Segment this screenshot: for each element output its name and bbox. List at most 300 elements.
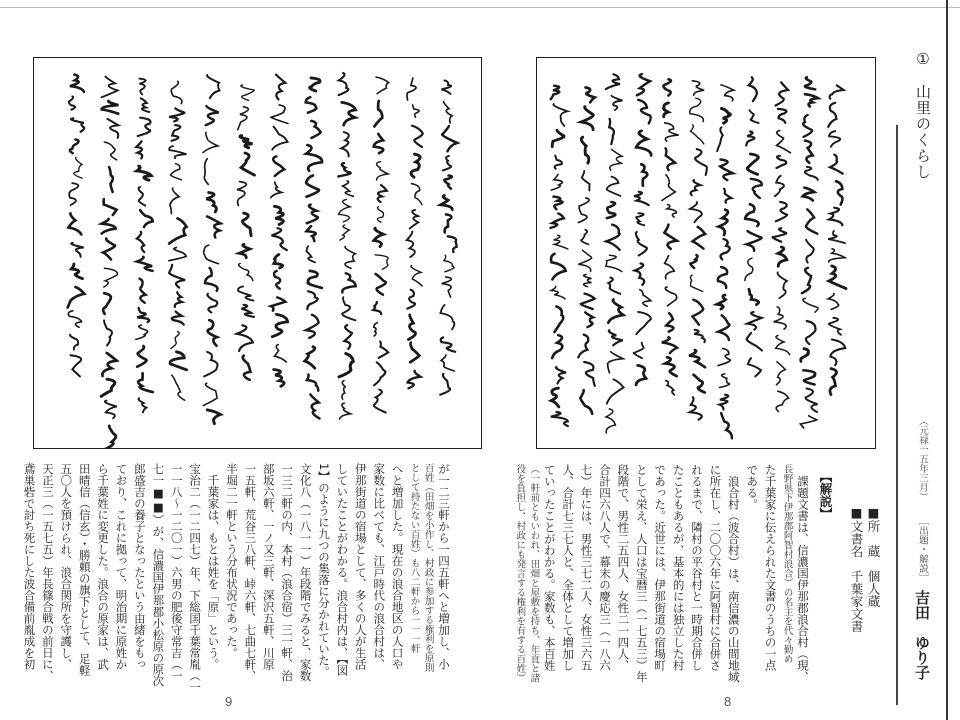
brush-stroke [169, 108, 184, 121]
brush-stroke [307, 205, 318, 224]
text-column: 浪合村（波合村）は、南信濃の山間地域 [726, 464, 741, 683]
brush-stroke [306, 145, 322, 171]
brush-stroke [376, 274, 386, 295]
brush-stroke [272, 314, 287, 336]
brush-stroke [721, 413, 732, 438]
text-column: ら千葉姓に変更した。浪合の原家は、武 [96, 463, 111, 670]
brush-stroke [139, 79, 145, 95]
brush-stroke [70, 140, 79, 154]
brush-stroke [172, 312, 184, 325]
brush-stroke [607, 177, 621, 196]
brush-stroke [692, 81, 704, 95]
brush-stroke [411, 154, 420, 177]
text-column: 千葉家は、もとは姓を「原」という。 [206, 463, 221, 670]
brush-stroke [138, 373, 153, 392]
section-number: ① [914, 50, 932, 68]
brush-stroke [170, 188, 179, 214]
brush-stroke [585, 312, 593, 327]
brush-stroke [307, 246, 316, 262]
text-column: 家数に比べても、江戸時代の浪合村は、 [372, 463, 387, 670]
brush-stroke [101, 77, 117, 98]
brush-stroke [169, 248, 186, 261]
brush-stroke [441, 337, 455, 351]
brush-stroke [775, 176, 784, 197]
brush-stroke [692, 300, 703, 325]
brush-stroke [636, 131, 651, 156]
brush-stroke [554, 235, 568, 249]
brush-stroke [74, 157, 82, 178]
brush-stroke [374, 134, 384, 153]
brush-stroke [662, 337, 677, 353]
brush-stroke [207, 410, 220, 424]
brush-stroke [340, 403, 351, 419]
brush-stroke [806, 240, 814, 263]
brush-stroke [830, 155, 843, 174]
brush-stroke [774, 307, 787, 329]
text-column: が一二三軒から一四五軒へと増加し、小 [437, 463, 451, 670]
brush-stroke [413, 105, 419, 117]
brush-stroke [239, 264, 253, 281]
brush-stroke [776, 82, 789, 105]
header-divider-rule [896, 125, 898, 705]
brush-stroke [829, 208, 842, 226]
brush-stroke [582, 171, 590, 191]
text-column: れるまで、隣村の平谷村と一時期合併し [689, 464, 704, 671]
brush-stroke [721, 85, 734, 101]
brush-stroke [412, 126, 423, 147]
brush-stroke [169, 146, 186, 158]
brush-stroke [70, 335, 78, 350]
brush-stroke [552, 335, 562, 358]
brush-stroke [612, 96, 623, 110]
right-margin-rule [946, 0, 948, 720]
brush-stroke [102, 219, 116, 234]
brush-stroke [695, 149, 707, 175]
brush-stroke [103, 293, 111, 314]
text-column: 役を負担し、村政にも発言する権利を有する百姓） [514, 464, 526, 683]
brush-stroke [407, 232, 415, 257]
brush-stroke [342, 273, 355, 292]
brush-stroke [275, 345, 287, 362]
brush-stroke [374, 323, 378, 336]
text-column: として持たない百姓）も八二軒から一一一軒 [408, 463, 420, 653]
brush-stroke [69, 96, 75, 109]
brush-stroke [104, 142, 116, 160]
author-name: 吉田 ゆり子 [913, 590, 931, 680]
brush-stroke [239, 244, 250, 257]
brush-stroke [136, 141, 142, 158]
brush-stroke [339, 354, 353, 377]
brush-stroke [342, 381, 345, 400]
brush-stroke [609, 278, 621, 294]
brush-stroke [68, 287, 85, 308]
brush-stroke [745, 258, 753, 280]
brush-stroke [307, 291, 317, 309]
text-column: として栄え、人口は宝暦三（一七五三）年 [634, 464, 649, 683]
brush-stroke [747, 312, 762, 330]
brush-stroke [306, 315, 319, 338]
brush-stroke [101, 379, 114, 396]
brush-stroke [641, 164, 647, 186]
text-column: へと増加した。現在の浪合地区の人口や [390, 463, 405, 670]
text-column: 文化八（一八一一）年段階でみると、家数 [298, 463, 313, 682]
brush-stroke [104, 199, 117, 215]
commentary-heading: 【解説】 [818, 470, 833, 520]
brush-stroke [609, 330, 623, 345]
brush-stroke [243, 356, 251, 380]
brush-stroke [554, 197, 563, 210]
brush-stroke [71, 264, 82, 279]
text-column: である。 [745, 464, 760, 510]
brush-stroke [749, 289, 759, 304]
brush-stroke [636, 365, 646, 385]
brush-stroke [803, 115, 812, 137]
manuscript-calligraphy [537, 58, 875, 448]
text-column: していたことがわかる。浪合村内は、【図 [335, 463, 350, 676]
brush-stroke [139, 187, 146, 206]
brush-stroke [272, 228, 287, 250]
brush-stroke [637, 74, 650, 95]
brush-stroke [610, 149, 622, 170]
brush-stroke [140, 279, 146, 303]
brush-stroke [175, 292, 182, 307]
brush-stroke [377, 207, 383, 222]
brush-stroke [440, 374, 450, 395]
brush-stroke [237, 325, 253, 351]
brush-stroke [305, 347, 315, 369]
brush-stroke [667, 205, 676, 218]
brush-stroke [204, 352, 217, 377]
text-column: 一五軒、荒谷三八軒、峠六軒、七曲七軒、 [243, 463, 258, 682]
brush-stroke [638, 100, 650, 124]
text-column: 合計四六八人で、幕末の慶応三（一八六 [597, 464, 612, 671]
brush-stroke [634, 343, 644, 359]
brush-stroke [107, 119, 118, 138]
brush-stroke [802, 268, 811, 293]
brush-stroke [206, 106, 219, 125]
text-column: 一三二軒の内、本村（浪合宿）三一軒、治 [280, 463, 295, 682]
brush-stroke [342, 102, 356, 125]
brush-stroke [690, 397, 702, 419]
brush-stroke [606, 255, 622, 271]
brush-stroke [666, 148, 676, 170]
brush-stroke [441, 196, 452, 210]
brush-stroke [776, 336, 790, 355]
brush-stroke [829, 266, 846, 289]
brush-stroke [551, 214, 564, 228]
brush-stroke [665, 123, 679, 141]
brush-stroke [448, 236, 457, 252]
brush-stroke [690, 98, 704, 121]
brush-stroke [773, 228, 787, 242]
brush-stroke [665, 256, 675, 279]
brush-stroke [829, 131, 840, 147]
brush-stroke [551, 388, 559, 407]
brush-stroke [207, 216, 220, 237]
brush-stroke [105, 401, 117, 419]
brush-stroke [140, 210, 153, 227]
brush-stroke [274, 271, 280, 289]
brush-stroke [805, 141, 813, 163]
brush-stroke [662, 175, 675, 201]
brush-stroke [690, 255, 697, 268]
brush-stroke [806, 389, 818, 413]
brush-stroke [689, 350, 705, 367]
brush-stroke [172, 125, 181, 141]
text-column: 天正三（一五七五）年長篠合戦の前日に、 [40, 463, 55, 682]
text-column: 部坂六軒、一ノ又三軒、深沢五軒、川原 [261, 463, 276, 670]
brush-stroke [803, 298, 818, 312]
brush-stroke [204, 159, 208, 185]
right-page-body-text [512, 464, 812, 689]
brush-stroke [718, 267, 727, 288]
brush-stroke [663, 79, 670, 95]
brush-stroke [137, 257, 153, 271]
brush-stroke [636, 312, 651, 334]
brush-stroke [606, 409, 615, 433]
brush-stroke [102, 101, 119, 114]
brush-stroke [691, 180, 701, 195]
brush-stroke [663, 103, 668, 117]
brush-stroke [271, 182, 282, 197]
brush-stroke [411, 184, 422, 205]
brush-stroke [636, 213, 644, 225]
brush-stroke [442, 277, 452, 297]
brush-stroke [777, 131, 791, 153]
brush-stroke [306, 176, 319, 197]
brush-stroke [68, 311, 81, 328]
brush-stroke [71, 243, 83, 257]
brush-stroke [172, 375, 185, 400]
brush-stroke [578, 198, 589, 223]
brush-stroke [551, 412, 568, 426]
brush-stroke [103, 426, 116, 448]
brush-stroke [69, 183, 78, 205]
brush-stroke [806, 321, 816, 344]
brush-stroke [374, 101, 382, 127]
brush-stroke [803, 370, 815, 384]
brush-stroke [828, 294, 839, 310]
brush-stroke [137, 346, 146, 367]
brush-stroke [444, 102, 453, 123]
brush-stroke [441, 355, 454, 371]
brush-stroke [378, 185, 387, 202]
left-page-body-text [20, 463, 453, 693]
brush-stroke [379, 342, 389, 358]
text-column: であった。近世には、伊那街道の宿場町 [653, 464, 668, 671]
brush-stroke [580, 390, 592, 414]
brush-stroke [830, 85, 844, 98]
brush-stroke [204, 245, 219, 264]
brush-stroke [690, 202, 702, 222]
text-column: 段階で、男性二五四人、女性二一四人、 [616, 464, 631, 671]
brush-stroke [103, 239, 115, 260]
brush-stroke [238, 286, 253, 300]
brush-stroke [607, 202, 616, 218]
brush-stroke [690, 125, 703, 144]
brush-stroke [666, 313, 673, 331]
brush-stroke [109, 167, 113, 192]
brush-stroke [666, 381, 675, 395]
brush-stroke [720, 395, 729, 410]
text-column: 課題文書は、信濃国伊那郡浪合村（現、 [796, 464, 810, 683]
brush-stroke [307, 375, 318, 391]
brush-stroke [242, 213, 251, 236]
brush-stroke [554, 307, 563, 333]
brush-stroke [777, 362, 786, 385]
brush-stroke [410, 210, 419, 229]
brush-stroke [137, 166, 151, 180]
brush-stroke [606, 225, 619, 250]
brush-stroke [805, 167, 818, 180]
brush-stroke [800, 416, 816, 428]
brush-stroke [241, 153, 254, 175]
brush-stroke [443, 156, 451, 170]
brush-stroke [750, 110, 759, 123]
brush-stroke [751, 179, 762, 198]
brush-stroke [828, 103, 836, 127]
brush-stroke [442, 126, 457, 151]
page-number-left: 9 [225, 694, 233, 709]
brush-stroke [694, 330, 705, 342]
brush-stroke [445, 214, 452, 232]
brush-stroke [747, 154, 758, 174]
text-column: ていったことがわかる。家数も、本百姓 [542, 464, 557, 671]
text-column: 百姓（田畑を小作し、村政に参加する権利を原則 [422, 463, 434, 672]
brush-stroke [578, 250, 591, 271]
brush-stroke [237, 182, 246, 206]
brush-stroke [71, 118, 84, 132]
brush-stroke [374, 362, 385, 385]
brush-stroke [169, 218, 186, 243]
brush-stroke [778, 247, 787, 266]
brush-stroke [665, 287, 676, 306]
brush-stroke [376, 77, 389, 94]
brush-stroke [578, 335, 588, 358]
manuscript-calligraphy [34, 58, 481, 448]
document-name-line: ■文書名 千葉家文書 [849, 505, 864, 633]
brush-stroke [137, 232, 144, 252]
brush-stroke [340, 225, 349, 240]
text-column: に所在し、二〇〇六年に阿智村に合併さ [708, 464, 723, 671]
brush-stroke [665, 357, 676, 376]
brush-stroke [748, 358, 761, 376]
text-column: ており、これに拠って、明治期に原姓か [114, 463, 129, 670]
brush-stroke [169, 265, 185, 288]
brush-stroke [691, 275, 703, 291]
brush-stroke [170, 352, 186, 370]
brush-stroke [747, 333, 762, 351]
text-column: 田晴信（信玄）・勝頼の旗下として、足軽 [77, 463, 92, 676]
brush-stroke [806, 209, 817, 233]
brush-stroke [338, 163, 350, 176]
text-column: 郎盛吉の養子となったという由緒をもっ [132, 463, 147, 670]
brush-stroke [720, 160, 733, 181]
brush-stroke [777, 156, 787, 168]
brush-stroke [70, 75, 84, 92]
text-column: た千葉家に伝えられた文書のうちの一点 [763, 464, 778, 671]
brush-stroke [171, 332, 179, 349]
brush-stroke [104, 321, 112, 346]
brush-stroke [721, 239, 730, 259]
brush-stroke [374, 390, 386, 413]
text-column: 伊那街道の宿場として、多くの人が生活 [353, 463, 368, 670]
text-column: 鳶巣砦で討ち死にした波合備前胤成を初 [22, 463, 37, 670]
role-label: ［出題・解説］ [917, 516, 928, 583]
brush-stroke [238, 107, 249, 130]
date-note: （元禄一五年三月） [917, 416, 928, 502]
brush-stroke [722, 109, 731, 124]
text-column: 七）年には、男性三七二人、女性三六五 [579, 464, 594, 671]
brush-stroke [136, 325, 148, 339]
brush-stroke [203, 383, 217, 405]
brush-stroke [410, 343, 419, 363]
brush-stroke [339, 73, 349, 95]
brush-stroke [444, 255, 454, 272]
brush-stroke [375, 255, 388, 269]
brush-stroke [830, 369, 837, 395]
brush-stroke [171, 81, 182, 103]
brush-stroke [373, 302, 381, 314]
brush-stroke [339, 199, 351, 221]
brush-stroke [829, 318, 841, 335]
text-column: 五〇人を預けられ、浪合関所を守護し、 [59, 463, 74, 670]
brush-stroke [141, 98, 150, 112]
brush-stroke [551, 286, 565, 298]
brush-stroke [552, 130, 564, 146]
brush-stroke [581, 294, 595, 309]
brush-stroke [206, 193, 216, 212]
brush-stroke [411, 266, 422, 286]
brush-stroke [205, 268, 217, 291]
brush-stroke [720, 374, 730, 388]
brush-stroke [241, 85, 254, 100]
brush-stroke [207, 294, 217, 313]
brush-stroke [664, 225, 676, 249]
brush-stroke [551, 86, 560, 99]
brush-stroke [609, 119, 614, 144]
brush-stroke [606, 74, 620, 89]
brush-stroke [724, 189, 731, 203]
text-column: （一軒前ともいわれ、田畑と屋敷を持ち、年貢と諸 [528, 464, 540, 683]
brush-stroke [635, 263, 644, 285]
brush-stroke [342, 297, 355, 320]
brush-stroke [718, 315, 729, 340]
brush-stroke [581, 107, 593, 130]
brush-stroke [308, 271, 322, 288]
brush-stroke [717, 127, 723, 151]
brush-stroke [276, 75, 285, 100]
brush-stroke [829, 249, 845, 262]
brush-stroke [608, 300, 623, 323]
brush-stroke [343, 181, 354, 196]
page-top-border [0, 7, 960, 8]
manuscript-image-right [536, 57, 876, 449]
brush-stroke [310, 78, 320, 91]
brush-stroke [693, 227, 706, 249]
brush-stroke [104, 268, 118, 287]
brush-stroke [581, 230, 588, 245]
manuscript-image-left [33, 57, 482, 449]
brush-stroke [271, 297, 285, 310]
brush-stroke [581, 137, 589, 163]
text-column: 七一■■）が、信濃国伊那郡小松原の原次 [151, 463, 166, 687]
brush-stroke [275, 206, 284, 224]
brush-stroke [441, 80, 451, 94]
brush-stroke [717, 295, 726, 309]
text-column: たこともあるが、基本的には独立した村 [671, 464, 686, 671]
brush-stroke [311, 121, 320, 138]
